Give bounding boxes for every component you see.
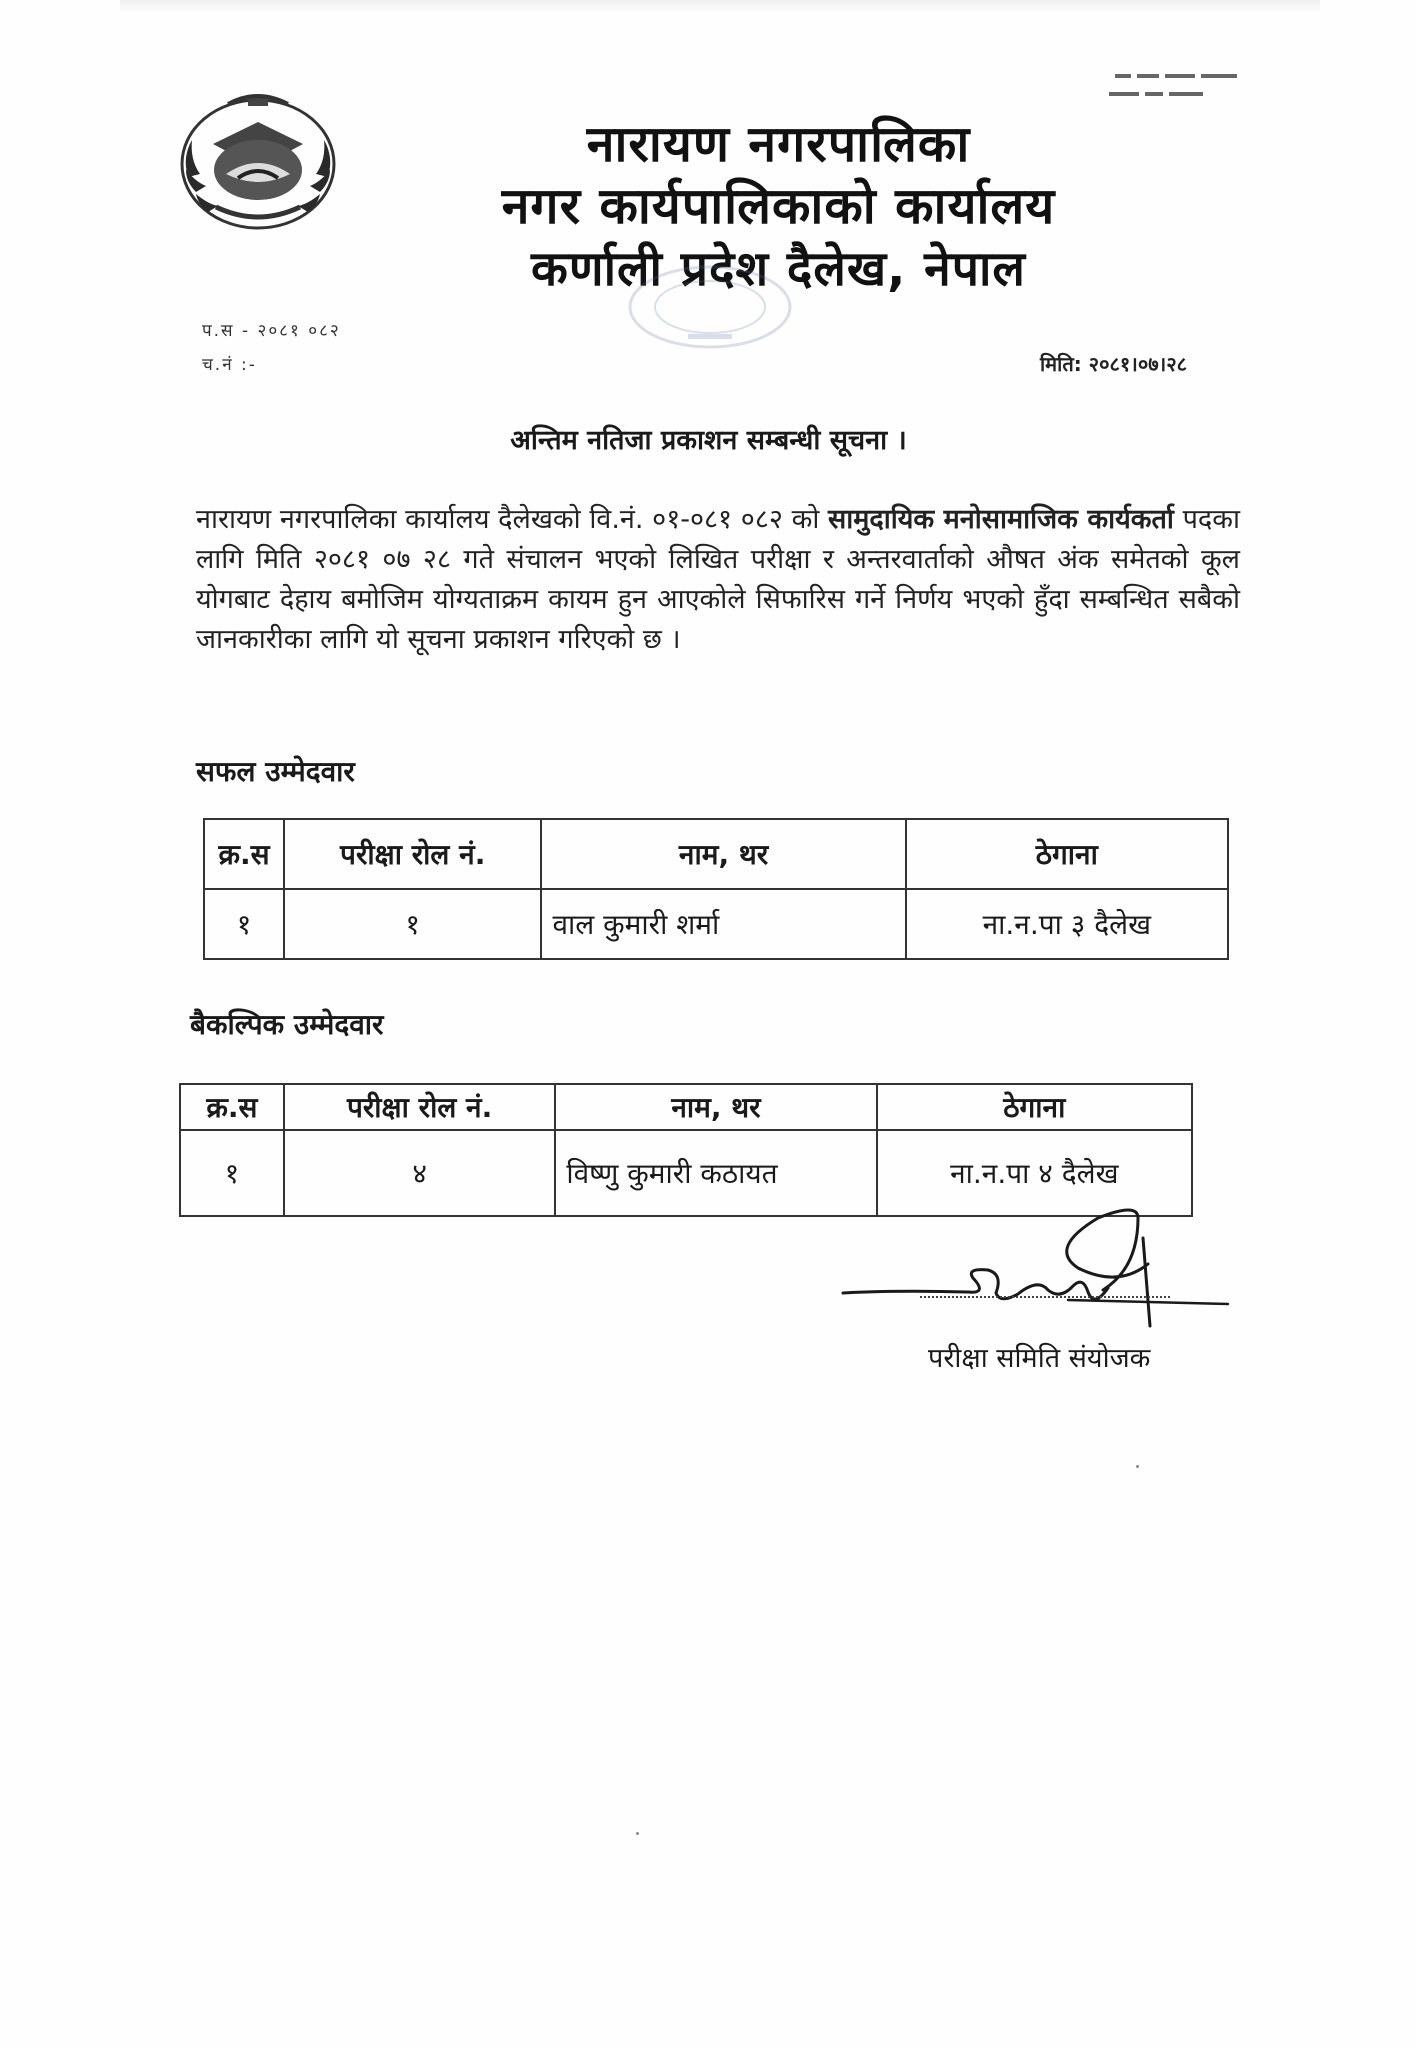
table-row: [180, 1130, 1192, 1216]
roll-number-cell: ४: [284, 1130, 555, 1216]
office-name: नारायण नगरपालिका: [586, 115, 971, 173]
notice-body: [196, 500, 1240, 660]
page-top-edge: [120, 0, 1320, 14]
column-header: ठेगाना: [906, 819, 1228, 889]
address-cell: ना.न.पा ३ दैलेख: [906, 889, 1228, 959]
notice-subject: अन्तिम नतिजा प्रकाशन सम्बन्धी सूचना ।: [510, 425, 907, 456]
alternate-candidates-heading: बैकल्पिक उम्मेदवार: [190, 1008, 384, 1041]
contact-info-blurred: [1055, 70, 1255, 115]
serial-cell: १: [204, 889, 284, 959]
column-header: नाम, थर: [555, 1084, 876, 1130]
successful-candidates-heading: सफल उम्मेदवार: [196, 755, 355, 788]
column-header: क्र.स: [204, 819, 284, 889]
scan-speck: [636, 1832, 639, 1835]
handwritten-signature: [838, 1208, 1238, 1358]
signature-line: [920, 1296, 1170, 1298]
table-header-row: [180, 1084, 1192, 1130]
office-subtitle: नगर कार्यपालिकाको कार्यालय: [501, 177, 1056, 235]
candidate-name-cell: विष्णु कुमारी कठायत: [555, 1130, 876, 1216]
column-header: ठेगाना: [877, 1084, 1192, 1130]
table-header-row: [204, 819, 1228, 889]
candidate-name-cell: वाल कुमारी शर्मा: [541, 889, 905, 959]
roll-number-cell: १: [284, 889, 541, 959]
alternate-candidates-table: [179, 1083, 1193, 1217]
office-address: कर्णाली प्रदेश दैलेख, नेपाल: [531, 241, 1026, 297]
notice-body-part1: नारायण नगरपालिका कार्यालय दैलेखको वि.नं. ०१-०८१ ०८२ को: [196, 504, 828, 535]
dispatch-number: च.नं :-: [202, 355, 257, 375]
table-row: [204, 889, 1228, 959]
serial-cell: १: [180, 1130, 284, 1216]
notice-body-part2: पदका लागि मिति २०८१ ०७ २८ गते संचालन भएको लिखित परीक्षा र अन्तरवार्ताको औषत अंक समेतको कूल योगबाट देहाय बमोजिम योग्यताक्रम कायम हुन आएकोले सिफारिस गर्ने निर्णय भएको हुँदा सम्बन्धित सबैको जानकारीका लागि यो सूचना प्रकाशन गरिएको छ ।: [196, 504, 1240, 655]
column-header: परीक्षा रोल नं.: [284, 1084, 555, 1130]
address-cell: ना.न.पा ४ दैलेख: [877, 1130, 1192, 1216]
issue-date: मिति: २०८१।०७।२८: [1040, 352, 1188, 376]
letter-number: प.स - २०८१ ०८२: [202, 321, 341, 341]
successful-candidates-table: [203, 818, 1229, 960]
column-header: नाम, थर: [541, 819, 905, 889]
office-stamp: [610, 262, 810, 372]
scan-speck: [1136, 1465, 1139, 1468]
column-header: परीक्षा रोल नं.: [284, 819, 541, 889]
signatory-title: परीक्षा समिति संयोजक: [928, 1343, 1151, 1374]
notice-position: सामुदायिक मनोसामाजिक कार्यकर्ता: [828, 504, 1174, 535]
column-header: क्र.स: [180, 1084, 284, 1130]
